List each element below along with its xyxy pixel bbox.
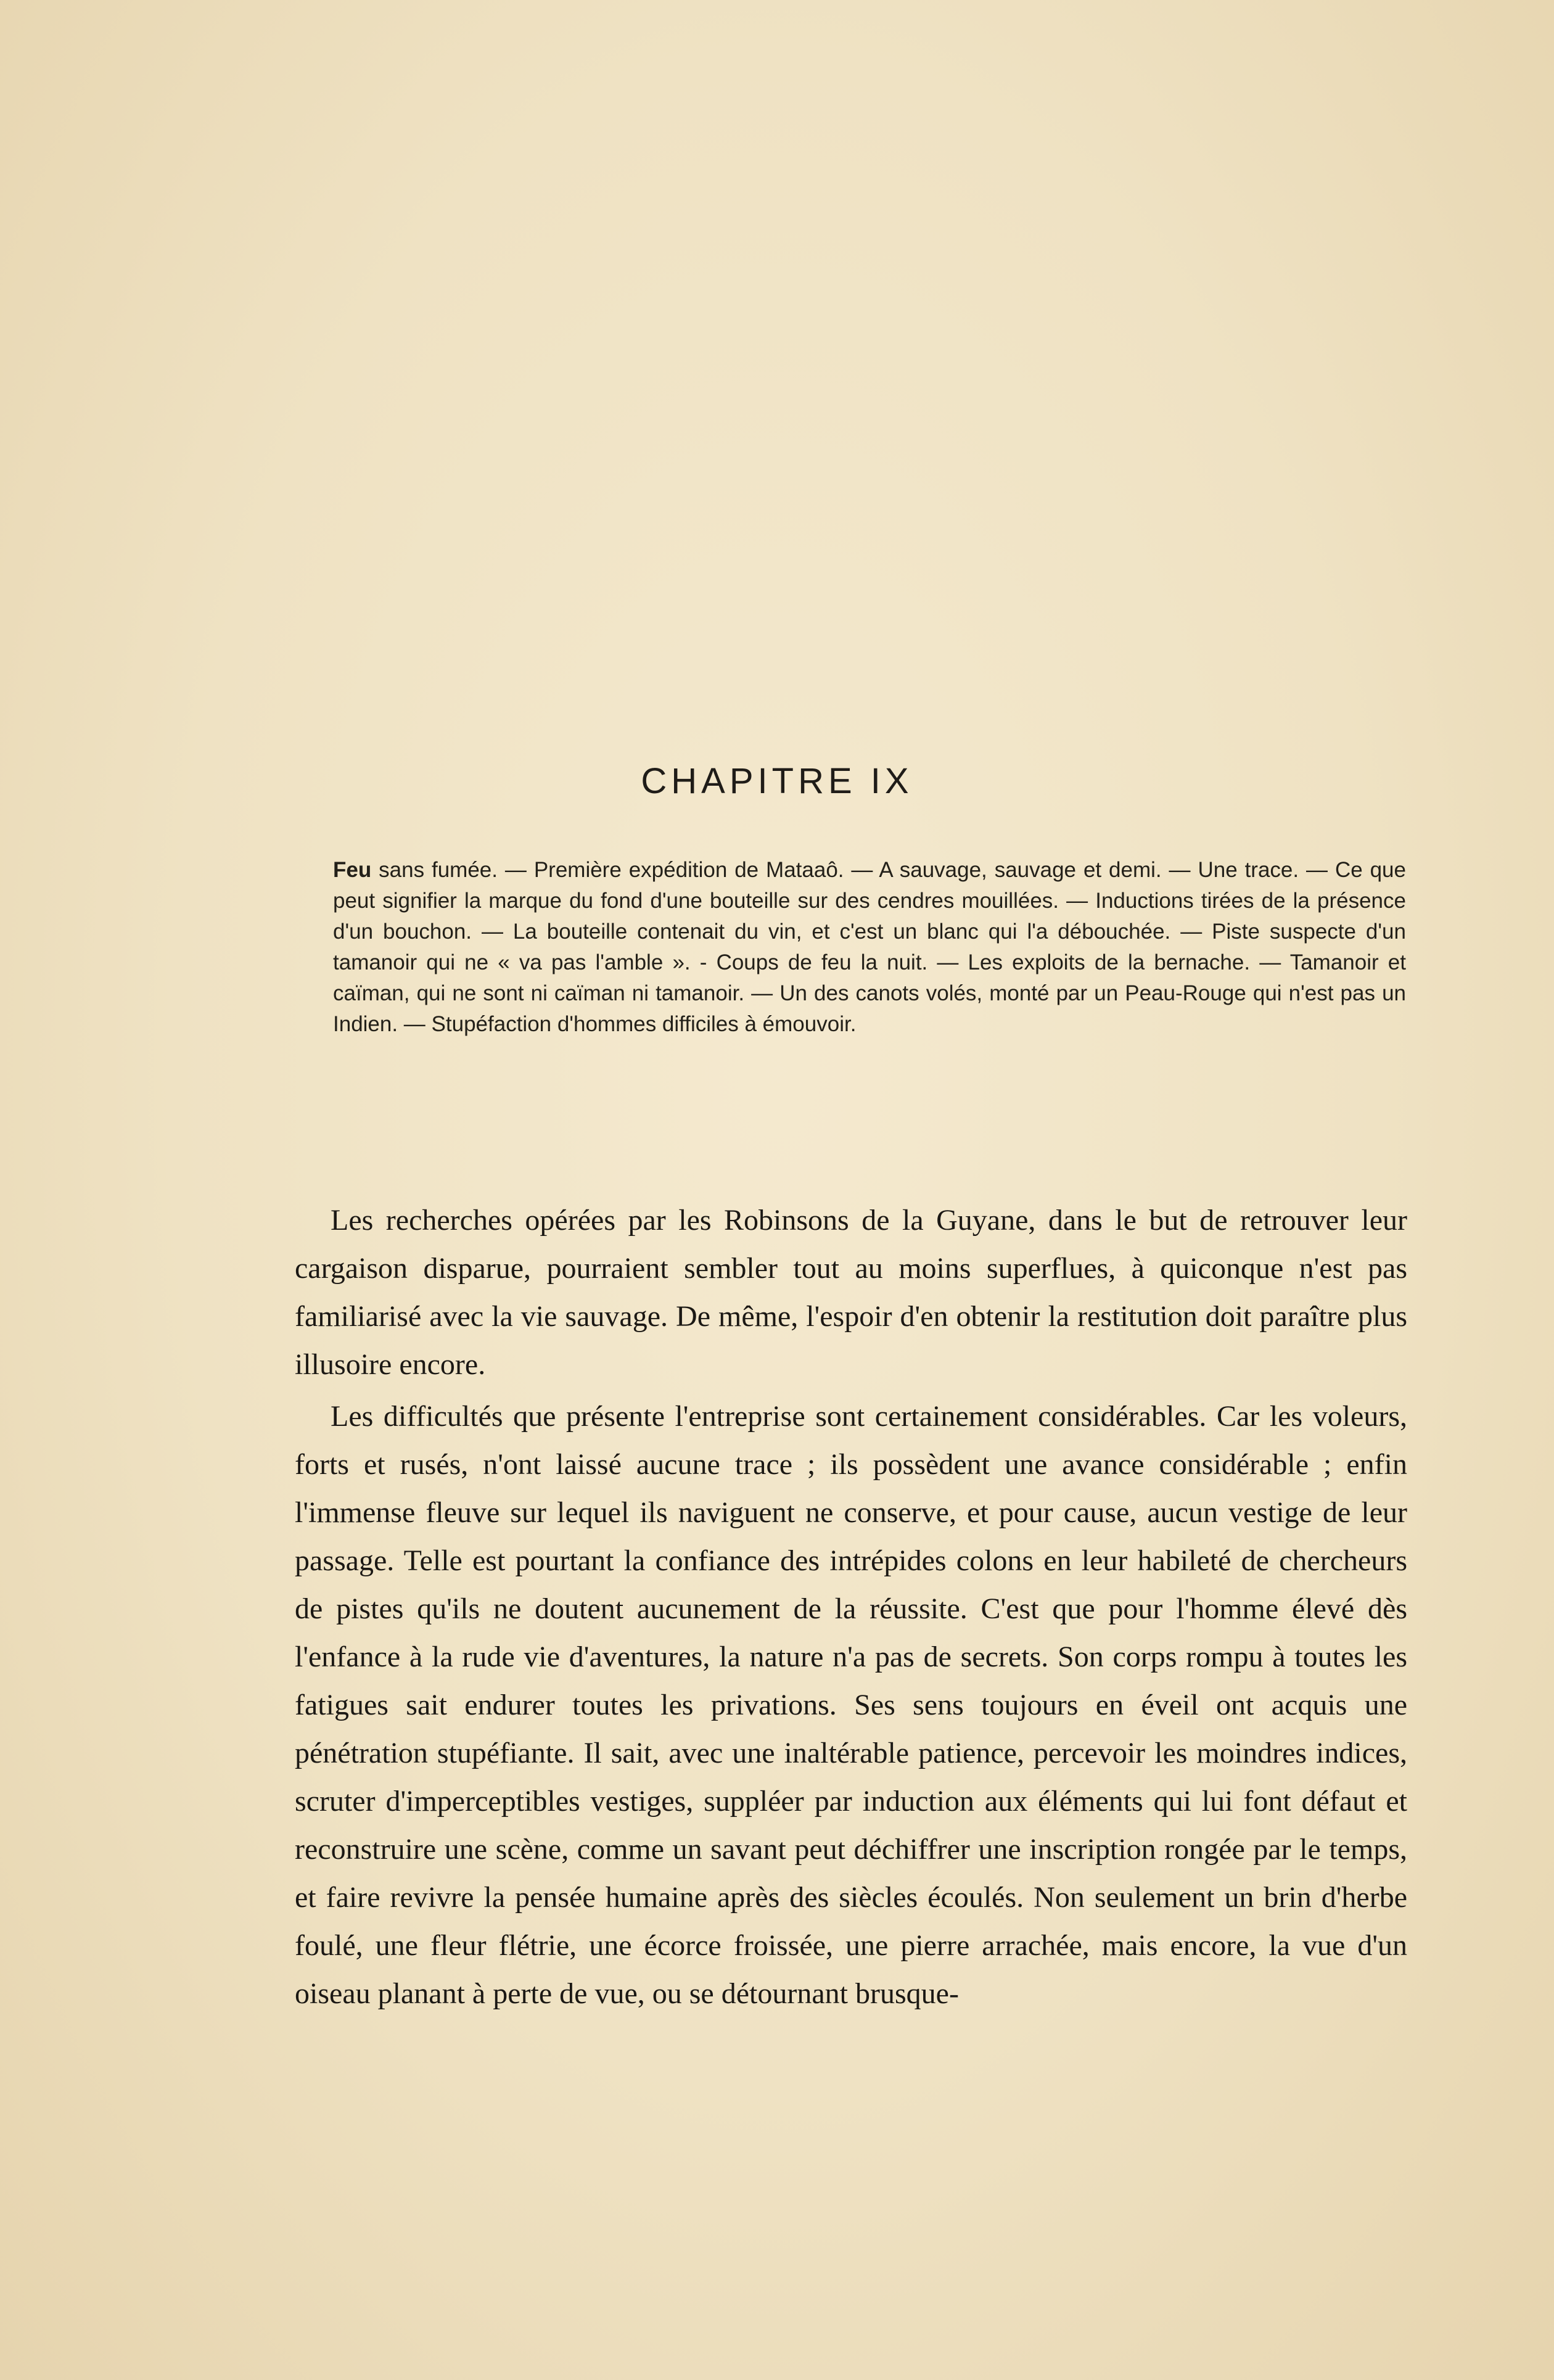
summary-lead-word: Feu: [333, 858, 372, 882]
chapter-body: [295, 1196, 1407, 2018]
body-paragraph-2: Les difficultés que présente l'entreprise sont certainement considérables. Car les voleurs, forts et rusés, n'ont laissé aucune trace ; ils possèdent une avance considérable ; enfin l'immense fleuve sur lequel ils naviguent ne conserve, et pour cause, aucun vestige de leur passage. Telle est pourtant la confiance des intrépides colons en leur habileté de chercheurs de pistes qu'ils ne doutent aucunement de la réussite. C'est que pour l'homme élevé dès l'enfance à la rude vie d'aventures, la nature n'a pas de secrets. Son corps rompu à toutes les fatigues sait endurer toutes les privations. Ses sens toujours en éveil ont acquis une pénétration stupéfiante. Il sait, avec une inaltérable patience, percevoir les moindres indices, scruter d'imperceptibles vestiges, suppléer par induction aux éléments qui lui font défaut et reconstruire une scène, comme un savant peut déchiffrer une inscription rongée par le temps, et faire revivre la pensée humaine après des siècles écoulés. Non seulement un brin d'herbe foulé, une fleur flétrie, une écorce froissée, une pierre arrachée, mais encore, la vue d'un oiseau planant à perte de vue, ou se détournant brusque-: [295, 1400, 1407, 2010]
chapter-summary: [333, 855, 1406, 1040]
chapter-title: CHAPITRE IX: [641, 761, 913, 801]
body-paragraph-1: Les recherches opérées par les Robinsons de la Guyane, dans le but de retrouver leur cargaison disparue, pourraient sembler tout au moins superflues, à quiconque n'est pas familiarisé avec la vie sauvage. De même, l'espoir d'en obtenir la restitution doit paraître plus illusoire encore.: [295, 1204, 1407, 1381]
summary-text: sans fumée. — Première expédition de Mataaô. — A sauvage, sauvage et demi. — Une trace. — Ce que peut signifier la marque du fond d'une bouteille sur des cendres mouillées. — Inductions tirées de la présence d'un bouchon. — La bouteille contenait du vin, et c'est un blanc qui l'a débouchée. — Piste suspecte d'un tamanoir qui ne « va pas l'amble ». - Coups de feu la nuit. — Les exploits de la bernache. — Tamanoir et caïman, qui ne sont ni caïman ni tamanoir. — Un des canots volés, monté par un Peau-Rouge qui n'est pas un Indien. — Stupéfaction d'hommes difficiles à émouvoir.: [333, 858, 1406, 1036]
